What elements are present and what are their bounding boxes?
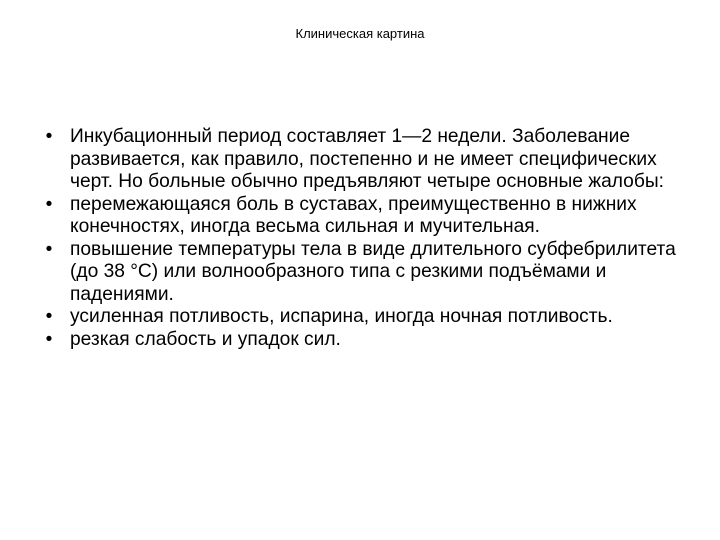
bullet-icon: • <box>45 193 53 215</box>
list-item <box>42 126 682 194</box>
list-item-text: Инкубационный период составляет 1—2 недели. Заболевание развивается, как правило, постепенно и не имеет специфических черт. Но больные обычно предъявляют четыре основные жалобы: <box>70 126 664 192</box>
bullet-icon: • <box>45 328 53 350</box>
list-item-text: перемежающаяся боль в суставах, преимущественно в нижних конечностях, иногда весьма сильная и мучительная. <box>70 193 637 237</box>
list-item <box>42 306 682 329</box>
list-item-text: усиленная потливость, испарина, иногда ночная потливость. <box>70 306 613 327</box>
list-item-text: повышение температуры тела в виде длительного субфебрилитета (до 38 °С) или волнообразного типа с резкими подъёмами и падениями. <box>70 238 676 305</box>
slide-title: Клиническая картина <box>295 26 425 41</box>
list-item <box>42 194 682 239</box>
list-item <box>42 239 682 307</box>
bullet-icon: • <box>45 238 53 260</box>
list-item <box>42 329 682 352</box>
list-item-text: резкая слабость и упадок сил. <box>70 328 341 350</box>
bullet-list <box>42 126 682 351</box>
bullet-icon: • <box>45 306 53 327</box>
bullet-icon: • <box>45 126 53 147</box>
